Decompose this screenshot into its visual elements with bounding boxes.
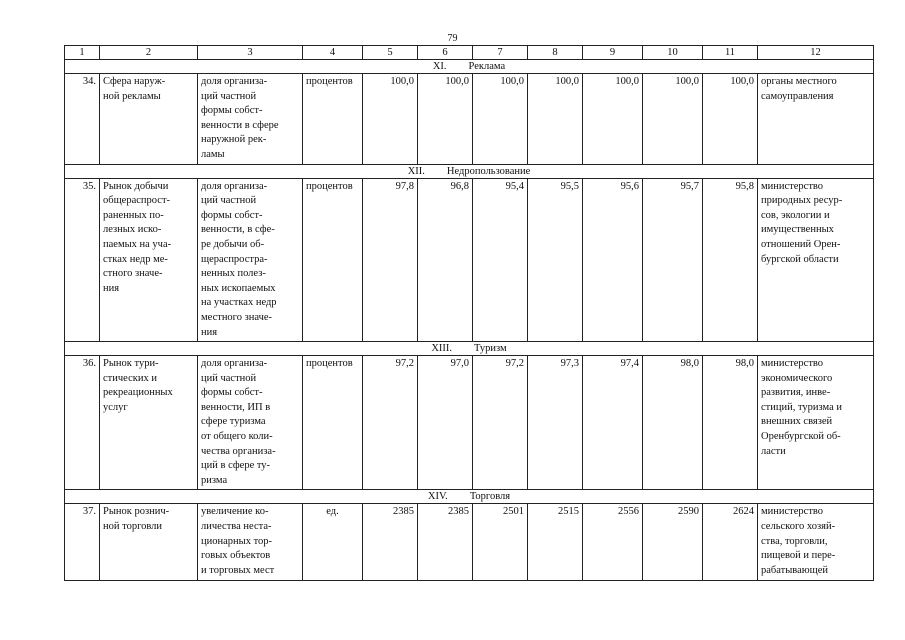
indicator-name: доля организа- ций частной формы собст- венности, ИП в сфере туризма от общего коли- чества организа- ций в сфере ту- ризма (198, 356, 303, 490)
value-cell: 2501 (473, 504, 528, 581)
column-number: 10 (643, 46, 703, 60)
section-header (65, 342, 874, 356)
value-cell: 100,0 (643, 74, 703, 165)
indicator-name: доля организа- ций частной формы собст- венности, в сфе- ре добычи об- щераспростра- ненных полез- ных ископаемых на участках недр местного значе- ния (198, 178, 303, 342)
section-title: Торговля (469, 491, 511, 503)
row-number: 36. (65, 356, 100, 490)
value-cell: 100,0 (528, 74, 583, 165)
table-row (65, 504, 874, 581)
value-cell: 2385 (418, 504, 473, 581)
value-cell: 95,8 (703, 178, 758, 342)
value-cell: 98,0 (703, 356, 758, 490)
unit: процентов (303, 74, 363, 165)
indicator-name: увеличение ко- личества неста- ционарных тор- говых объектов и торговых мест (198, 504, 303, 581)
section-number: XIV. (427, 491, 448, 503)
column-number: 6 (418, 46, 473, 60)
value-cell: 2624 (703, 504, 758, 581)
column-number: 7 (473, 46, 528, 60)
indicators-table (64, 45, 874, 581)
row-number: 37. (65, 504, 100, 581)
section-title: Туризм (474, 343, 507, 355)
market-name: Рынок добычи общераспрост- раненных по- лезных иско- паемых на уча- стках недр ме- стного значе- ния (100, 178, 198, 342)
value-cell: 100,0 (363, 74, 418, 165)
section-header (65, 60, 874, 74)
row-number: 34. (65, 74, 100, 165)
value-cell: 100,0 (703, 74, 758, 165)
column-number: 11 (703, 46, 758, 60)
table-row (65, 178, 874, 342)
market-name: Рынок тури- стических и рекреационных услуг (100, 356, 198, 490)
column-number: 8 (528, 46, 583, 60)
value-cell: 97,0 (418, 356, 473, 490)
market-name: Сфера наруж- ной рекламы (100, 74, 198, 165)
value-cell: 100,0 (418, 74, 473, 165)
value-cell: 97,2 (473, 356, 528, 490)
unit: процентов (303, 178, 363, 342)
value-cell: 98,0 (643, 356, 703, 490)
responsible-body: министерство экономического развития, инве- стиций, туризма и внешних связей Оренбургской об- ласти (758, 356, 874, 490)
value-cell: 2590 (643, 504, 703, 581)
value-cell: 95,7 (643, 178, 703, 342)
value-cell: 97,8 (363, 178, 418, 342)
value-cell: 100,0 (583, 74, 643, 165)
value-cell: 97,3 (528, 356, 583, 490)
value-cell: 95,5 (528, 178, 583, 342)
section-title-cell (65, 60, 874, 74)
column-number: 2 (100, 46, 198, 60)
column-number: 1 (65, 46, 100, 60)
section-header (65, 164, 874, 178)
section-title: Реклама (468, 61, 506, 72)
table-row (65, 356, 874, 490)
value-cell: 97,2 (363, 356, 418, 490)
indicator-name: доля организа- ций частной формы собст- венности в сфере наружной рек- ламы (198, 74, 303, 165)
market-name: Рынок рознич- ной торговли (100, 504, 198, 581)
value-cell: 2385 (363, 504, 418, 581)
value-cell: 100,0 (473, 74, 528, 165)
column-number: 12 (758, 46, 874, 60)
column-number: 3 (198, 46, 303, 60)
value-cell: 95,4 (473, 178, 528, 342)
responsible-body: министерство природных ресур- сов, экологии и имущественных отношений Орен- бургской области (758, 178, 874, 342)
value-cell: 2556 (583, 504, 643, 581)
unit: ед. (303, 504, 363, 581)
section-title: Недропользование (446, 165, 531, 177)
value-cell: 96,8 (418, 178, 473, 342)
responsible-body: органы местного самоуправления (758, 74, 874, 165)
table-row (65, 74, 874, 165)
section-header (65, 490, 874, 504)
unit: процентов (303, 356, 363, 490)
section-title-cell (65, 490, 874, 504)
section-number: XIII. (431, 343, 453, 355)
value-cell: 95,6 (583, 178, 643, 342)
column-number-row (65, 46, 874, 60)
column-number: 4 (303, 46, 363, 60)
page-number: 79 (447, 33, 458, 44)
section-number: XII. (407, 165, 425, 177)
section-number: XI. (432, 61, 447, 72)
value-cell: 2515 (528, 504, 583, 581)
section-title-cell (65, 164, 874, 178)
responsible-body: министерство сельского хозяй- ства, торговли, пищевой и пере- рабатывающей (758, 504, 874, 581)
column-number: 9 (583, 46, 643, 60)
column-number: 5 (363, 46, 418, 60)
value-cell: 97,4 (583, 356, 643, 490)
row-number: 35. (65, 178, 100, 342)
section-title-cell (65, 342, 874, 356)
